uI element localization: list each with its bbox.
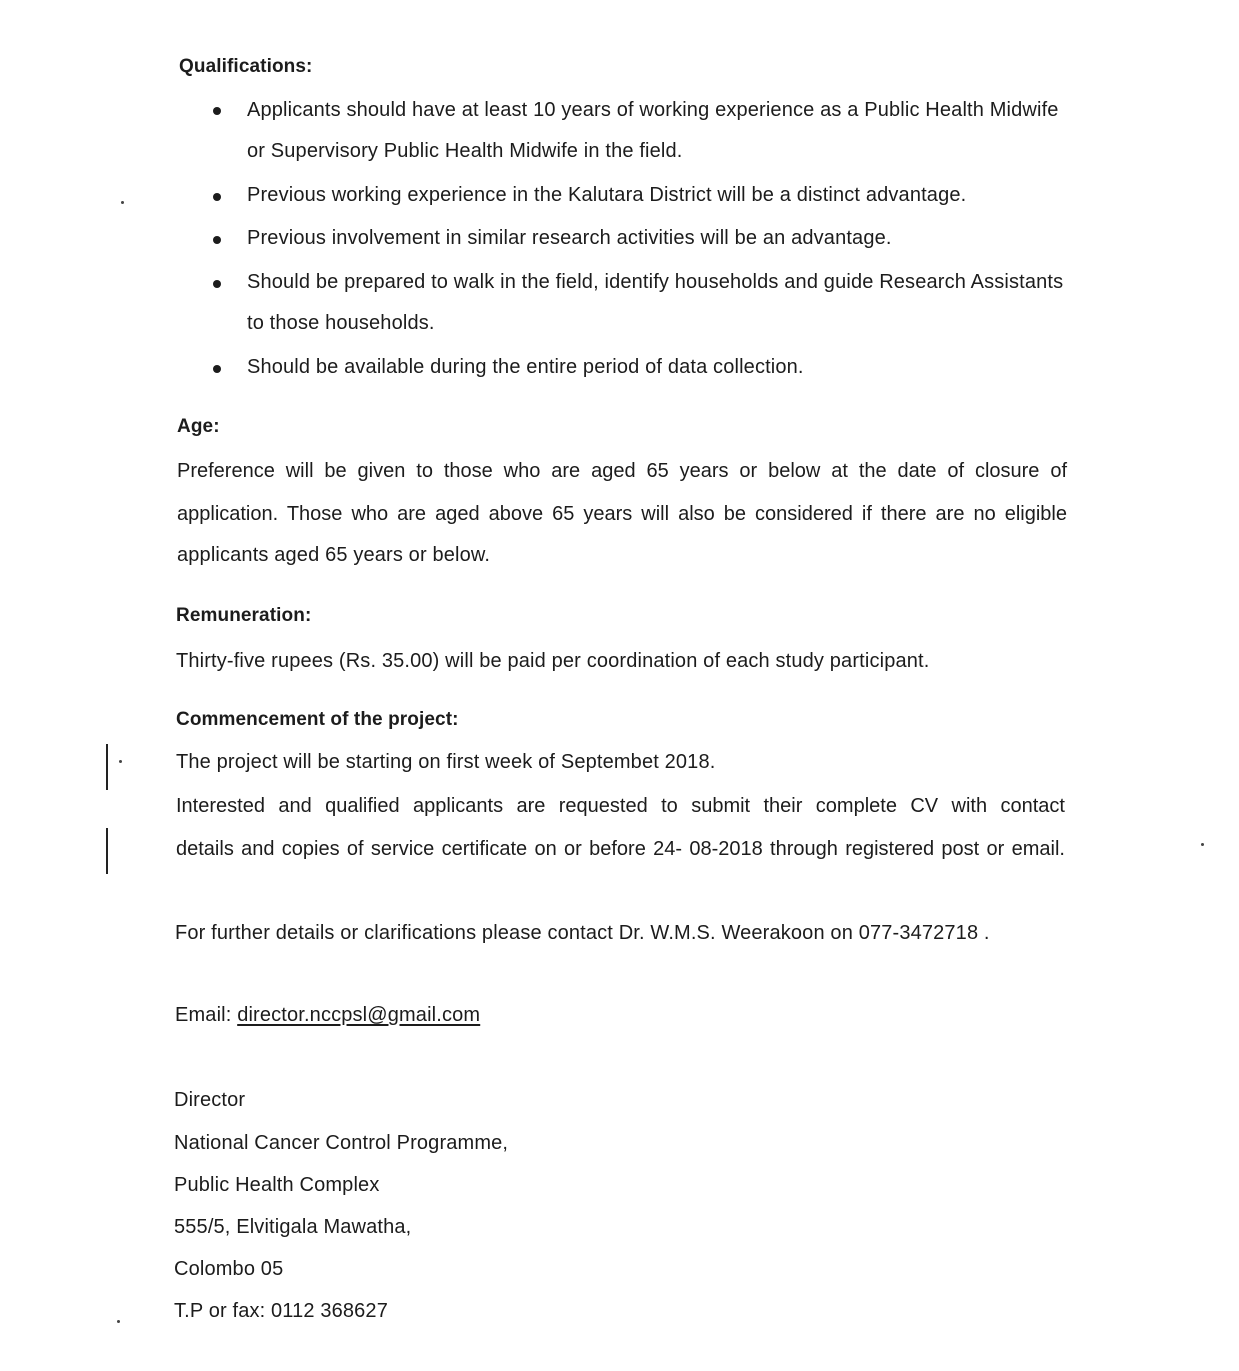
bullet-icon: [213, 365, 221, 373]
qualification-item-4-line-1: Should be prepared to walk in the field, identify households and guide Research Assistants: [247, 271, 1064, 293]
qualification-item-4-line-2: to those households.: [247, 312, 435, 334]
address-line-1: National Cancer Control Programme,: [174, 1132, 509, 1154]
qualification-item-2-line-1: Previous working experience in the Kalutara District will be a distinct advantage.: [247, 184, 967, 206]
scan-speck: [121, 201, 124, 204]
commencement-line-2: Interested and qualified applicants are requested to submit their complete CV with contact: [176, 795, 1065, 817]
commencement-line-3: details and copies of service certificate on or before 24- 08-2018 through registered post or email.: [176, 838, 1065, 860]
bullet-icon: [213, 193, 221, 201]
bullet-icon: [213, 236, 221, 244]
bullet-icon: [213, 107, 221, 115]
age-heading: Age:: [177, 416, 220, 437]
address-line-4: Colombo 05: [174, 1258, 284, 1280]
address-line-2: Public Health Complex: [174, 1174, 380, 1196]
scan-mark: [106, 828, 108, 874]
qualification-item-3-line-1: Previous involvement in similar research activities will be an advantage.: [247, 227, 892, 249]
remuneration-text: Thirty-five rupees (Rs. 35.00) will be paid per coordination of each study participant.: [176, 650, 930, 672]
scan-speck: [117, 1320, 120, 1323]
remuneration-heading: Remuneration:: [176, 605, 312, 626]
contact-text: For further details or clarifications please contact Dr. W.M.S. Weerakoon on 077-3472718 .: [175, 922, 990, 944]
commencement-heading: Commencement of the project:: [176, 709, 459, 730]
commencement-line-1: The project will be starting on first week of Septembet 2018.: [176, 751, 716, 773]
email-line: [175, 1004, 480, 1027]
address-title: Director: [174, 1089, 246, 1111]
bullet-icon: [213, 280, 221, 288]
qualification-item-5-line-1: Should be available during the entire period of data collection.: [247, 356, 804, 378]
age-line-1: Preference will be given to those who are aged 65 years or below at the date of closure of: [177, 460, 1067, 482]
scan-mark: [106, 744, 108, 790]
email-label: Email:: [175, 1004, 238, 1026]
scan-speck: [1201, 843, 1204, 846]
qualification-item-1-line-1: Applicants should have at least 10 years of working experience as a Public Health Midwife: [247, 99, 1059, 121]
address-line-5: T.P or fax: 0112 368627: [174, 1300, 388, 1322]
address-line-3: 555/5, Elvitigala Mawatha,: [174, 1216, 412, 1238]
scan-speck: [119, 760, 122, 763]
qualifications-heading: Qualifications:: [179, 56, 313, 77]
age-line-3: applicants aged 65 years or below.: [177, 544, 491, 566]
email-link[interactable]: director.nccpsl@gmail.com: [237, 1004, 481, 1026]
qualification-item-1-line-2: or Supervisory Public Health Midwife in the field.: [247, 140, 683, 162]
age-line-2: application. Those who are aged above 65 years will also be considered if there are no eligible: [177, 503, 1067, 525]
